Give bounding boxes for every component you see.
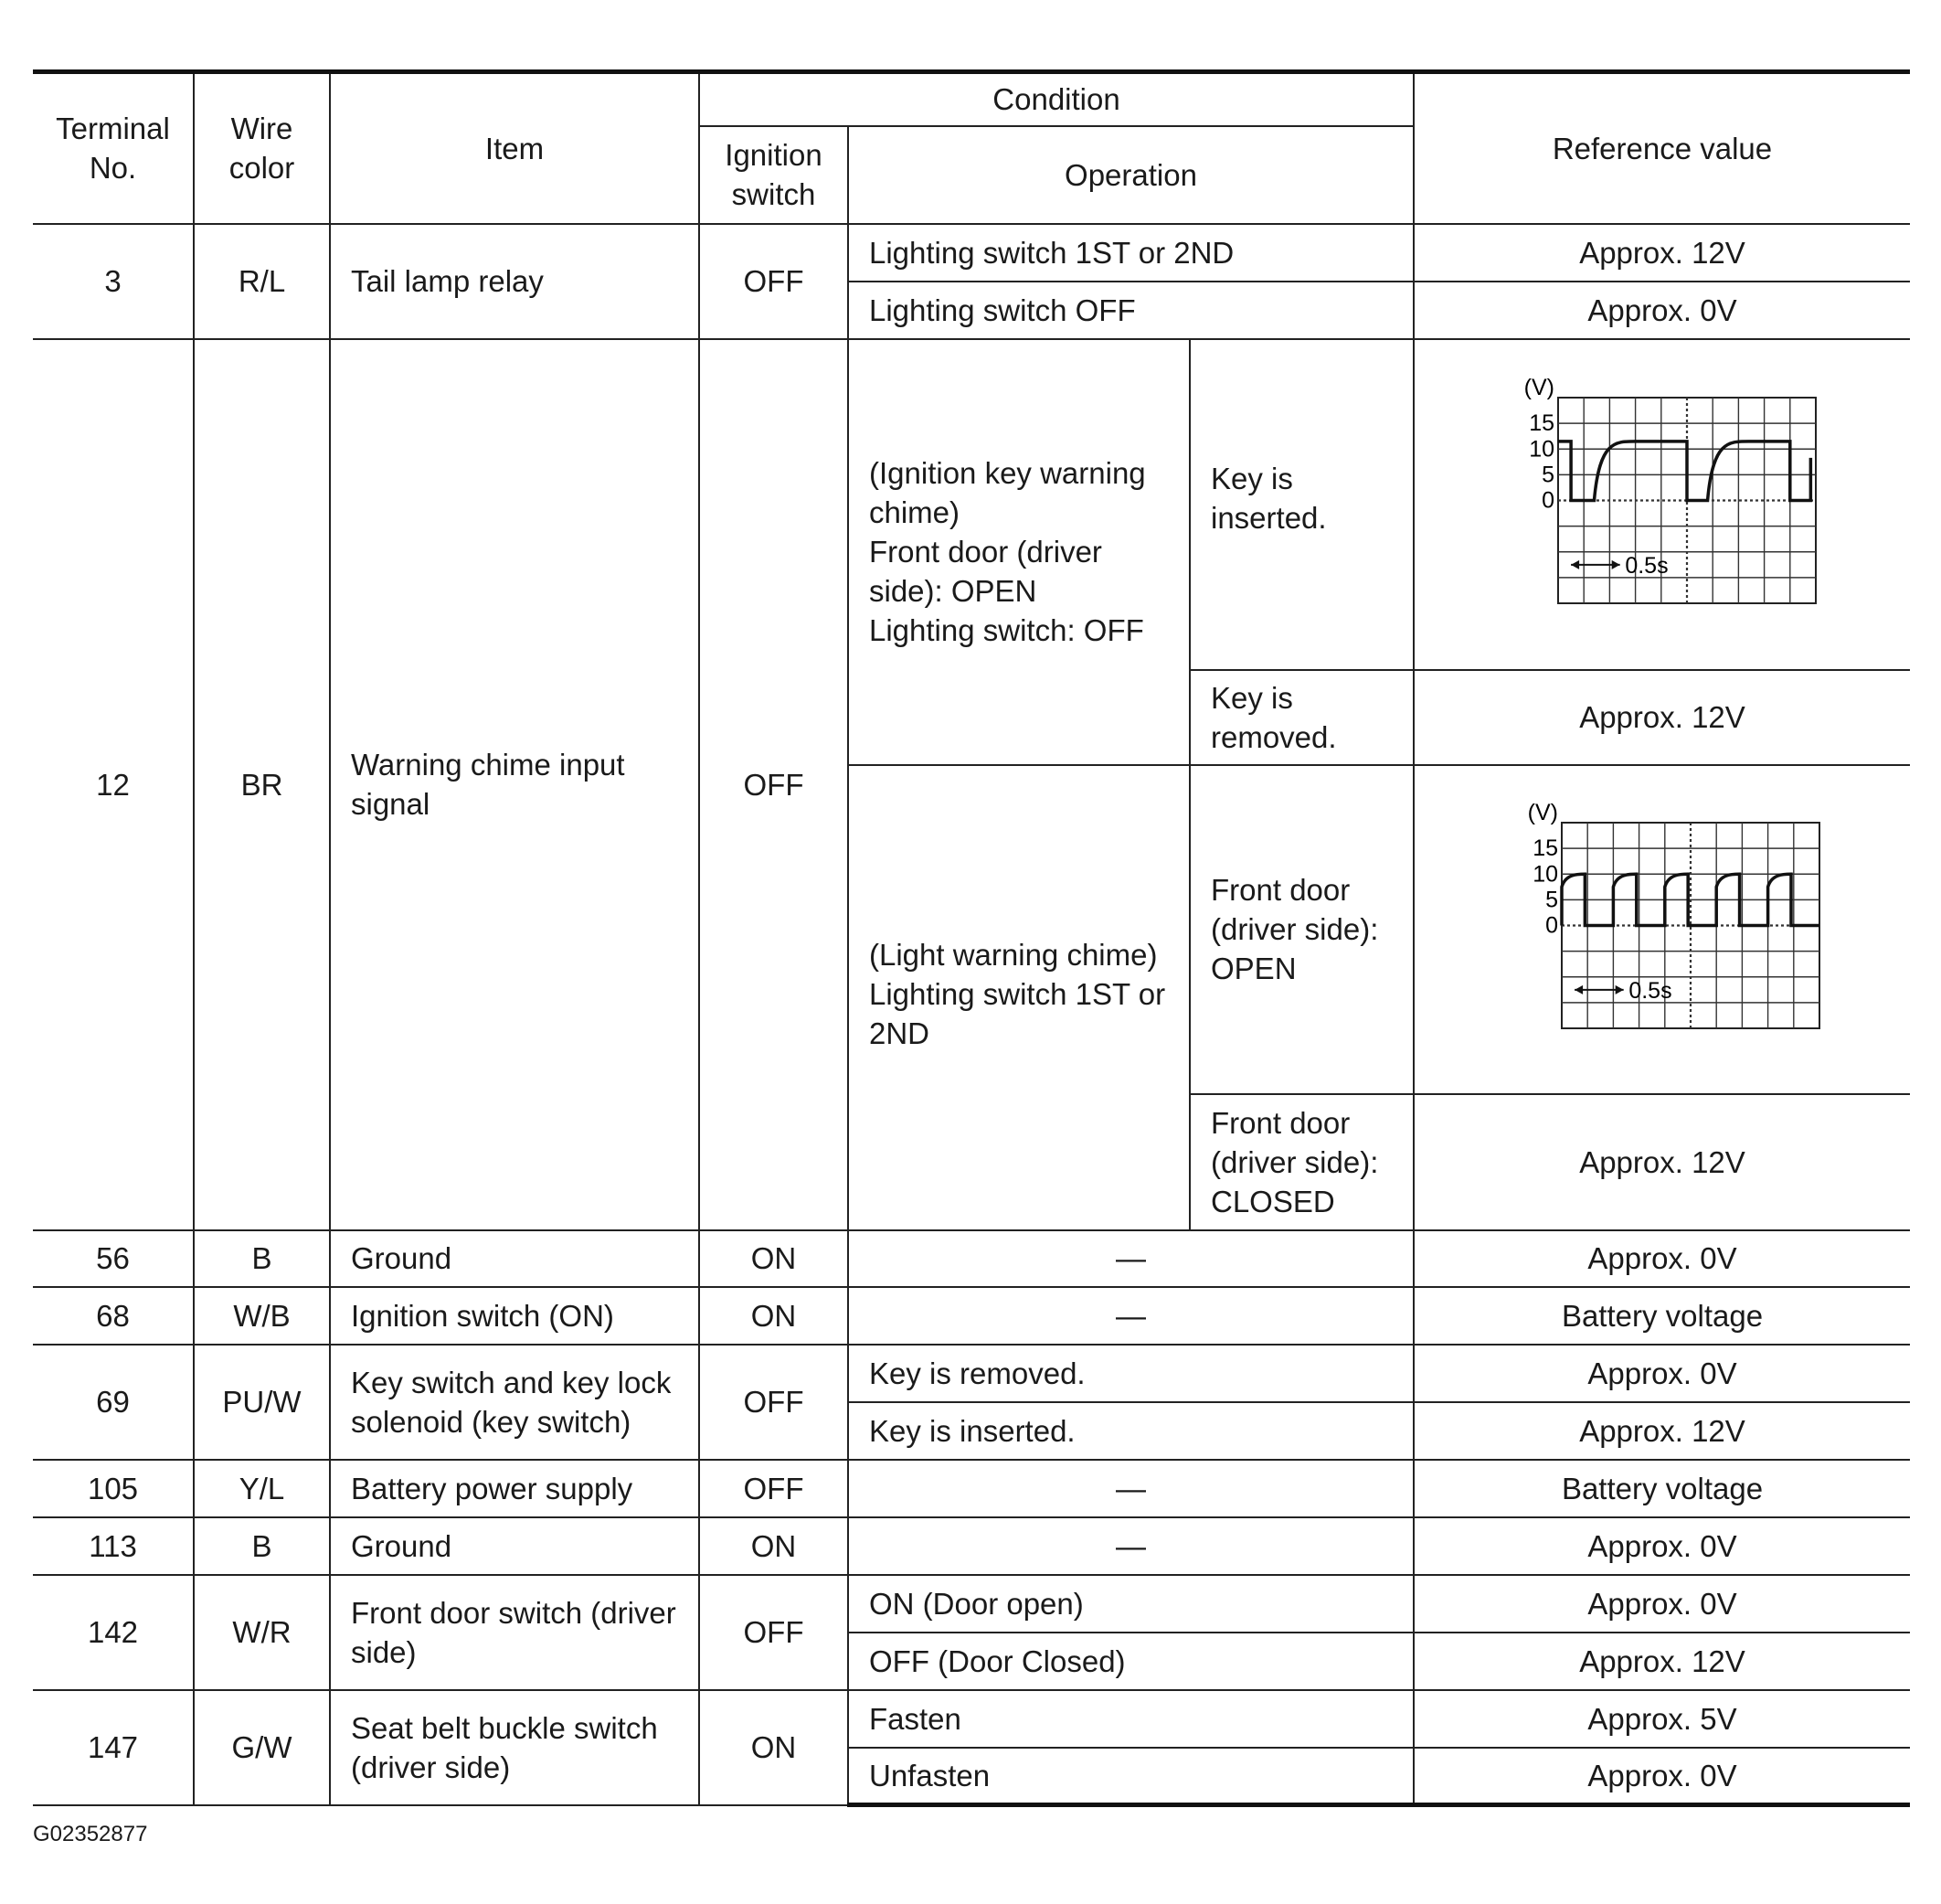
reference-cell: Battery voltage xyxy=(1414,1287,1910,1345)
scope-y-tick: 10 xyxy=(1529,435,1554,462)
ignition-cell: ON xyxy=(699,1517,848,1575)
wire-color-cell: Y/L xyxy=(194,1460,330,1517)
item-cell: Battery power supply xyxy=(330,1460,699,1517)
sub-operation-cell: Front door (driver side): OPEN xyxy=(1190,765,1414,1094)
operation-cell: Lighting switch 1ST or 2ND xyxy=(848,224,1414,282)
header-operation: Operation xyxy=(848,126,1414,224)
reference-cell: Approx. 0V xyxy=(1414,1230,1910,1287)
scope-trace xyxy=(1558,441,1810,500)
ignition-cell: ON xyxy=(699,1287,848,1345)
terminal-cell: 105 xyxy=(33,1460,194,1517)
reference-cell: Approx. 12V xyxy=(1414,1633,1910,1690)
reference-cell: Approx. 0V xyxy=(1414,1345,1910,1402)
wire-color-cell: PU/W xyxy=(194,1345,330,1460)
terminal-cell: 68 xyxy=(33,1287,194,1345)
header-ignition-switch: Ignition switch xyxy=(699,126,848,224)
reference-cell: Approx. 0V xyxy=(1414,282,1910,339)
table-row xyxy=(33,1517,1910,1575)
header-wire-color: Wire color xyxy=(194,72,330,224)
wire-color-cell: W/B xyxy=(194,1287,330,1345)
reference-cell: Approx. 0V xyxy=(1414,1575,1910,1633)
reference-cell: Approx. 5V xyxy=(1414,1690,1910,1748)
operation-cell: Lighting switch OFF xyxy=(848,282,1414,339)
scope-unit-label: (V) xyxy=(1527,799,1558,825)
table-row xyxy=(33,1345,1910,1402)
terminal-cell: 113 xyxy=(33,1517,194,1575)
sub-operation-cell: Key is removed. xyxy=(1190,670,1414,765)
scope-y-tick: 5 xyxy=(1542,461,1554,487)
terminal-cell: 56 xyxy=(33,1230,194,1287)
operation-cell: ON (Door open) xyxy=(848,1575,1414,1633)
table-row xyxy=(33,1575,1910,1633)
scope-time-arrowhead xyxy=(1571,559,1579,569)
ignition-cell: OFF xyxy=(699,339,848,1230)
item-cell: Front door switch (driver side) xyxy=(330,1575,699,1690)
wire-color-cell: BR xyxy=(194,339,330,1230)
item-cell: Key switch and key lock solenoid (key switch) xyxy=(330,1345,699,1460)
terminal-cell: 3 xyxy=(33,224,194,339)
terminal-cell: 69 xyxy=(33,1345,194,1460)
header-condition: Condition xyxy=(699,72,1414,126)
scope-y-tick: 0 xyxy=(1542,487,1554,513)
header-item: Item xyxy=(330,72,699,224)
scope-time-arrowhead xyxy=(1575,984,1583,994)
header-reference-value: Reference value xyxy=(1414,72,1910,224)
table-row xyxy=(33,339,1910,670)
reference-cell xyxy=(1414,339,1910,670)
scope-unit-label: (V) xyxy=(1523,374,1554,400)
scope-y-tick: 5 xyxy=(1545,886,1558,912)
operation-cell: — xyxy=(848,1517,1414,1575)
item-cell: Seat belt buckle switch (driver side) xyxy=(330,1690,699,1805)
scope-y-tick: 0 xyxy=(1545,912,1558,938)
operation-cell: — xyxy=(848,1287,1414,1345)
operation-cell: Fasten xyxy=(848,1690,1414,1748)
table-row xyxy=(33,1287,1910,1345)
reference-cell: Approx. 0V xyxy=(1414,1517,1910,1575)
reference-cell: Approx. 12V xyxy=(1414,1094,1910,1230)
scope-y-tick: 10 xyxy=(1533,860,1558,887)
ignition-cell: ON xyxy=(699,1690,848,1805)
sub-operation-cell: Front door (driver side): CLOSED xyxy=(1190,1094,1414,1230)
operation-cell: Key is inserted. xyxy=(848,1402,1414,1460)
reference-cell: Approx. 12V xyxy=(1414,670,1910,765)
operation-cell: — xyxy=(848,1230,1414,1287)
item-cell: Tail lamp relay xyxy=(330,224,699,339)
item-cell: Warning chime input signal xyxy=(330,339,699,1230)
scope-y-tick: 15 xyxy=(1529,410,1554,436)
table-row xyxy=(33,224,1910,282)
scope-y-tick: 15 xyxy=(1533,835,1558,861)
operation-cell: Key is removed. xyxy=(848,1345,1414,1402)
waveform-key-inserted xyxy=(1489,367,1836,642)
terminal-cell: 142 xyxy=(33,1575,194,1690)
wire-color-cell: B xyxy=(194,1230,330,1287)
ignition-cell: ON xyxy=(699,1230,848,1287)
operation-cell: OFF (Door Closed) xyxy=(848,1633,1414,1690)
ignition-cell: OFF xyxy=(699,224,848,339)
terminal-spec-table xyxy=(33,69,1910,1807)
reference-cell xyxy=(1414,765,1910,1094)
ignition-cell: OFF xyxy=(699,1575,848,1690)
terminal-cell: 12 xyxy=(33,339,194,1230)
ignition-cell: OFF xyxy=(699,1345,848,1460)
scope-time-arrowhead xyxy=(1616,984,1624,994)
reference-cell: Approx. 0V xyxy=(1414,1748,1910,1805)
figure-id: G02352877 xyxy=(33,1822,148,1846)
operation-cell: — xyxy=(848,1460,1414,1517)
scope-time-arrowhead xyxy=(1612,559,1620,569)
wire-color-cell: R/L xyxy=(194,224,330,339)
table-row xyxy=(33,1230,1910,1287)
item-cell: Ground xyxy=(330,1517,699,1575)
operation-group-ignition-key-chime: (Ignition key warning chime) Front door (driver side): OPEN Lighting switch: OFF xyxy=(848,339,1190,765)
operation-cell: Unfasten xyxy=(848,1748,1414,1805)
scope-time-label: 0.5s xyxy=(1625,552,1669,579)
wire-color-cell: W/R xyxy=(194,1575,330,1690)
operation-group-light-chime: (Light warning chime) Lighting switch 1ST or 2ND xyxy=(848,765,1190,1230)
ignition-cell: OFF xyxy=(699,1460,848,1517)
reference-cell: Approx. 12V xyxy=(1414,1402,1910,1460)
table-row xyxy=(33,1690,1910,1748)
terminal-cell: 147 xyxy=(33,1690,194,1805)
sub-operation-cell: Key is inserted. xyxy=(1190,339,1414,670)
scope-time-label: 0.5s xyxy=(1628,977,1672,1004)
reference-cell: Approx. 12V xyxy=(1414,224,1910,282)
header-terminal-no: Terminal No. xyxy=(33,72,194,224)
wire-color-cell: B xyxy=(194,1517,330,1575)
item-cell: Ignition switch (ON) xyxy=(330,1287,699,1345)
wire-color-cell: G/W xyxy=(194,1690,330,1805)
reference-cell: Battery voltage xyxy=(1414,1460,1910,1517)
item-cell: Ground xyxy=(330,1230,699,1287)
waveform-door-open xyxy=(1489,792,1836,1067)
table-row xyxy=(33,1460,1910,1517)
